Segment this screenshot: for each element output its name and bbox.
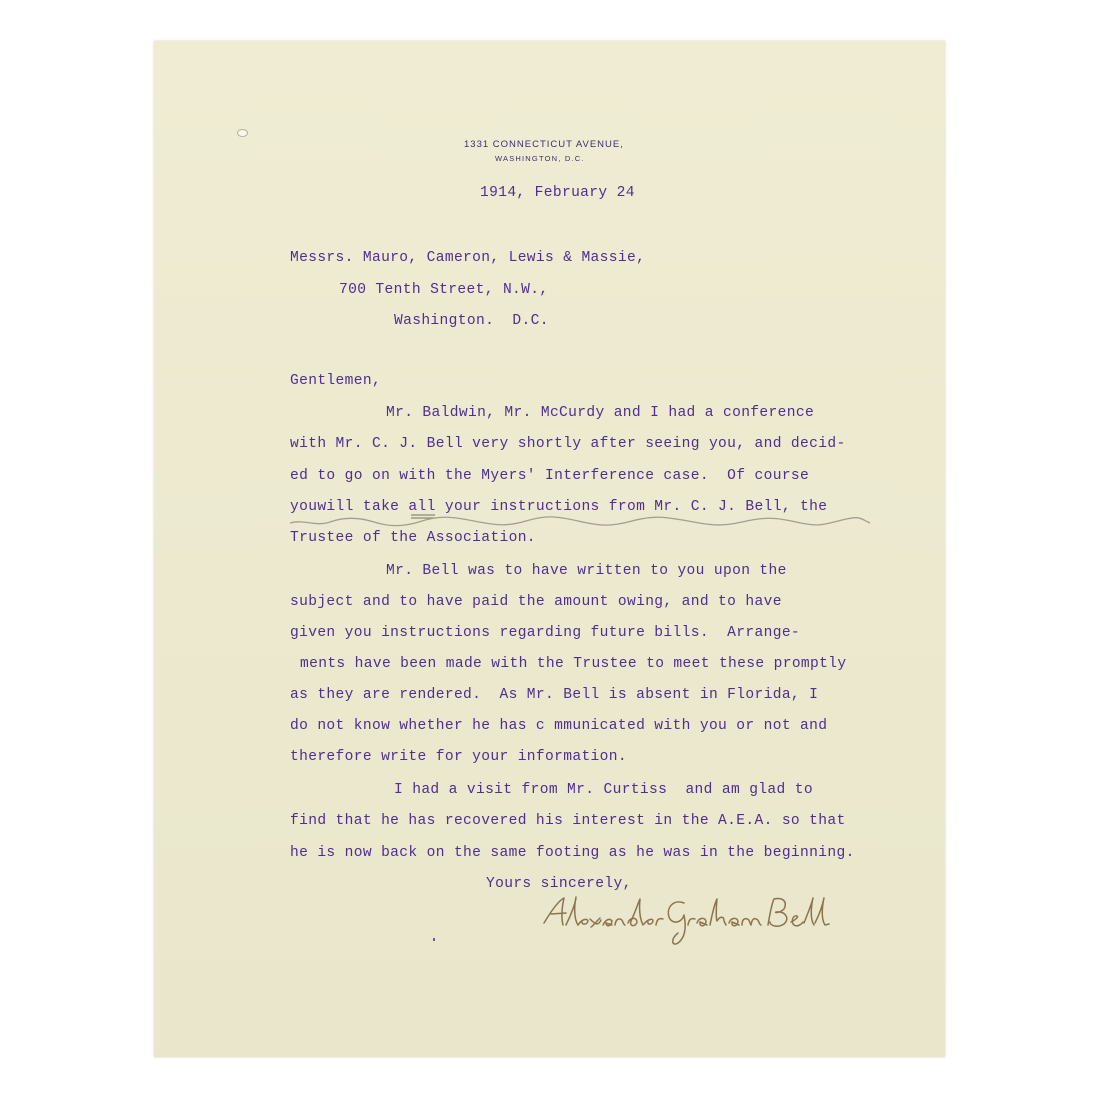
body-line: find that he has recovered his interest in the A.E.A. so that [290, 813, 846, 829]
body-line: Mr. Bell was to have written to you upon the [386, 563, 787, 579]
body-line: as they are rendered. As Mr. Bell is absent in Florida, I [290, 687, 819, 703]
letter-page [154, 41, 945, 1057]
body-line: ed to go on with the Myers' Interference case. Of course [290, 468, 810, 484]
recipient-city: Washington. D.C. [394, 313, 549, 329]
body-line: with Mr. C. J. Bell very shortly after seeing you, and decid- [290, 436, 846, 452]
letter-date: 1914, February 24 [480, 185, 635, 201]
body-line: I had a visit from Mr. Curtiss and am glad to [394, 782, 813, 798]
body-line: do not know whether he has c mmunicated with you or not and [290, 718, 828, 734]
body-line: Mr. Baldwin, Mr. McCurdy and I had a conference [386, 405, 815, 421]
body-line: youwill take all your instructions from Mr. C. J. Bell, the [290, 499, 828, 515]
letterhead-street: 1331 CONNECTICUT AVENUE, [464, 139, 624, 150]
recipient-street: 700 Tenth Street, N.W., [339, 282, 549, 298]
body-line: Trustee of the Association. [290, 530, 536, 546]
body-line: ments have been made with the Trustee to meet these promptly [300, 656, 847, 672]
body-line: given you instructions regarding future bills. Arrange- [290, 625, 801, 641]
body-line: subject and to have paid the amount owing, and to have [290, 594, 782, 610]
signature [154, 41, 945, 1057]
letterhead-city: WASHINGTON, D.C. [495, 154, 585, 163]
closing: Yours sincerely, [486, 876, 632, 892]
recipient-name: Messrs. Mauro, Cameron, Lewis & Massie, [290, 250, 646, 266]
body-line: he is now back on the same footing as he was in the beginning. [290, 845, 855, 861]
salutation: Gentlemen, [290, 373, 382, 389]
body-line: therefore write for your information. [290, 749, 627, 765]
